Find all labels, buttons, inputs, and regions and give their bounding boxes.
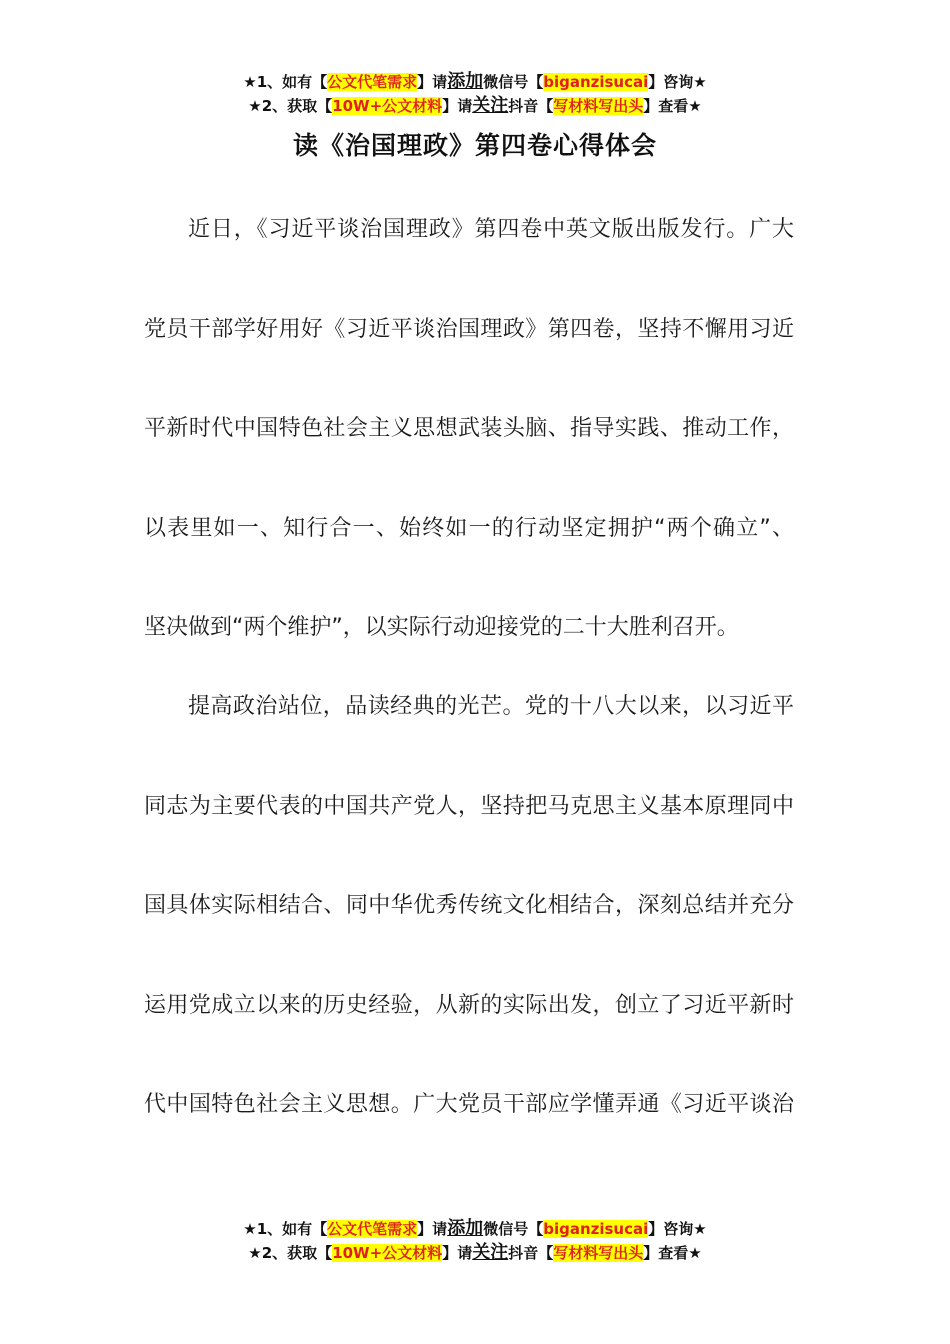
paragraph-1 <box>144 180 794 678</box>
banner-text: 】咨询★ <box>648 73 707 91</box>
paragraph-line: 代中国特色社会主义思想。广大党员干部应学懂弄通《习近平谈治 <box>144 1092 794 1117</box>
banner-line-2 <box>0 94 950 118</box>
banner-highlight: 10W+公文材料 <box>332 1244 443 1262</box>
paragraph-2 <box>144 657 794 1155</box>
banner-highlight: 公文代笔需求 <box>327 73 418 91</box>
paragraph-line: 运用党成立以来的历史经验，从新的实际出发，创立了习近平新时 <box>144 992 794 1018</box>
paragraph-line: 平新时代中国特色社会主义思想武装头脑、指导实践、推动工作， <box>144 416 794 441</box>
banner-line-2 <box>0 1241 950 1265</box>
paragraph-line: 国具体实际相结合、同中华优秀传统文化相结合，深刻总结并充分 <box>144 893 794 918</box>
banner-emphasis: 关注 <box>472 1242 509 1263</box>
banner-text: 抖音【 <box>508 1244 554 1262</box>
paragraph-line: 以表里如一、知行合一、始终如一的行动坚定拥护“两个确立”、 <box>144 515 794 541</box>
banner-highlight: biganzisucai <box>543 73 649 91</box>
banner-text: ★2、获取【 <box>248 1244 333 1262</box>
banner-text: 】咨询★ <box>648 1220 707 1238</box>
banner-emphasis: 添加 <box>447 71 484 92</box>
banner-emphasis: 关注 <box>472 95 509 116</box>
paragraph-line: 坚决做到“两个维护”，以实际行动迎接党的二十大胜利召开。 <box>144 615 739 640</box>
top-banner <box>0 70 950 118</box>
paragraph-line: 党员干部学好用好《习近平谈治国理政》第四卷，坚持不懈用习近 <box>144 316 794 342</box>
banner-emphasis: 添加 <box>447 1218 484 1239</box>
banner-highlight: biganzisucai <box>543 1220 649 1238</box>
paragraph-line: 提高政治站位，品读经典的光芒。党的十八大以来，以习近平 <box>188 694 794 719</box>
banner-text: ★1、如有【 <box>243 1220 328 1238</box>
banner-text: 】查看★ <box>643 1244 702 1262</box>
bottom-banner <box>0 1217 950 1265</box>
banner-highlight: 写材料写出头 <box>553 97 644 115</box>
banner-text: 微信号【 <box>483 1220 544 1238</box>
document-title: 读《治国理政》第四卷心得体会 <box>292 131 657 160</box>
banner-text: 】查看★ <box>643 97 702 115</box>
banner-text: 】请 <box>417 73 448 91</box>
banner-highlight: 10W+公文材料 <box>332 97 443 115</box>
banner-text: ★1、如有【 <box>243 73 328 91</box>
banner-text: 】请 <box>442 1244 473 1262</box>
paragraph-line: 近日，《习近平谈治国理政》第四卷中英文版出版发行。广大 <box>188 217 794 242</box>
banner-text: 微信号【 <box>483 73 544 91</box>
banner-text: 抖音【 <box>508 97 554 115</box>
paragraph-line: 同志为主要代表的中国共产党人，坚持把马克思主义基本原理同中 <box>144 793 794 819</box>
banner-highlight: 公文代笔需求 <box>327 1220 418 1238</box>
banner-line-1 <box>0 70 950 94</box>
banner-highlight: 写材料写出头 <box>553 1244 644 1262</box>
banner-text: 】请 <box>442 97 473 115</box>
banner-line-1 <box>0 1217 950 1241</box>
banner-text: ★2、获取【 <box>248 97 333 115</box>
banner-text: 】请 <box>417 1220 448 1238</box>
